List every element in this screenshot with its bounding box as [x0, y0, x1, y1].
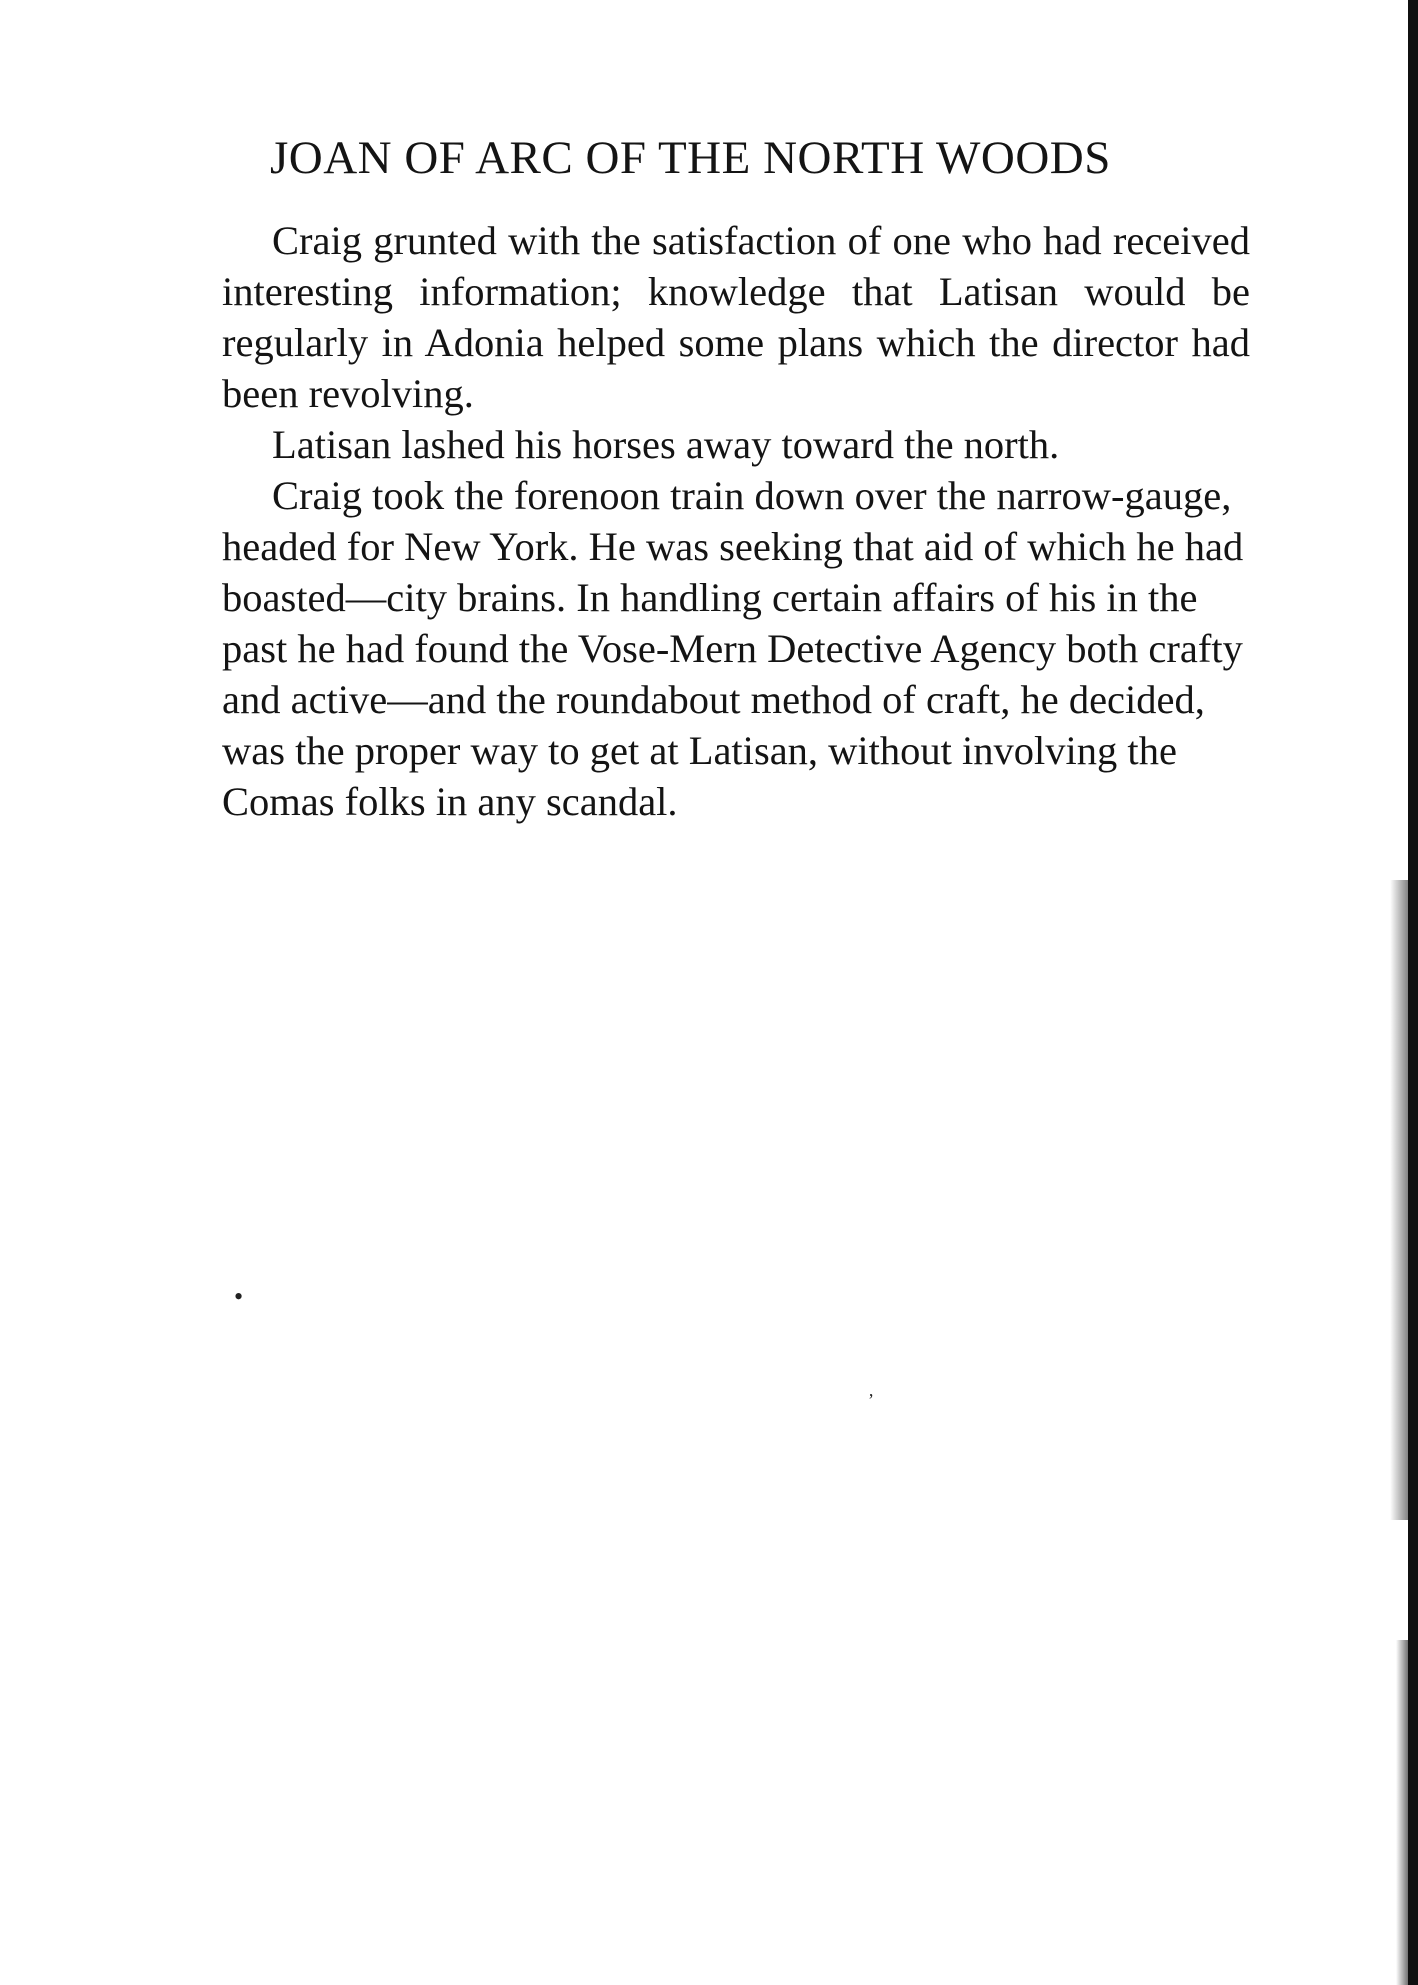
- page-edge-shadow: [1408, 0, 1418, 1985]
- body-text: [222, 215, 1250, 827]
- scan-speck: ’: [868, 1390, 874, 1410]
- paragraph: Craig grunted with the satisfaction of one who had received interesting information; knowledge that Latisan would be regularly in Adonia helped some plans which the director had been revolving.: [222, 218, 1250, 416]
- running-head: JOAN OF ARC OF THE NORTH WOODS: [270, 132, 1111, 184]
- paragraph: Craig took the forenoon train down over the narrow-gauge, headed for New York. He was seeking that aid of which he had boasted—city brains. In handling certain affairs of his in the past he had found the Vose-Mern Detective Agency both crafty and active—and the roundabout method of craft, he decided, was the proper way to get at Latisan, without involving the Comas folks in any scandal.: [222, 473, 1244, 824]
- scan-speck: •: [234, 1282, 244, 1311]
- page-edge-scan-noise: [1390, 880, 1408, 1520]
- paragraph: Latisan lashed his horses away toward the north.: [272, 422, 1060, 467]
- page-edge-scan-noise-lower: [1396, 1640, 1408, 1985]
